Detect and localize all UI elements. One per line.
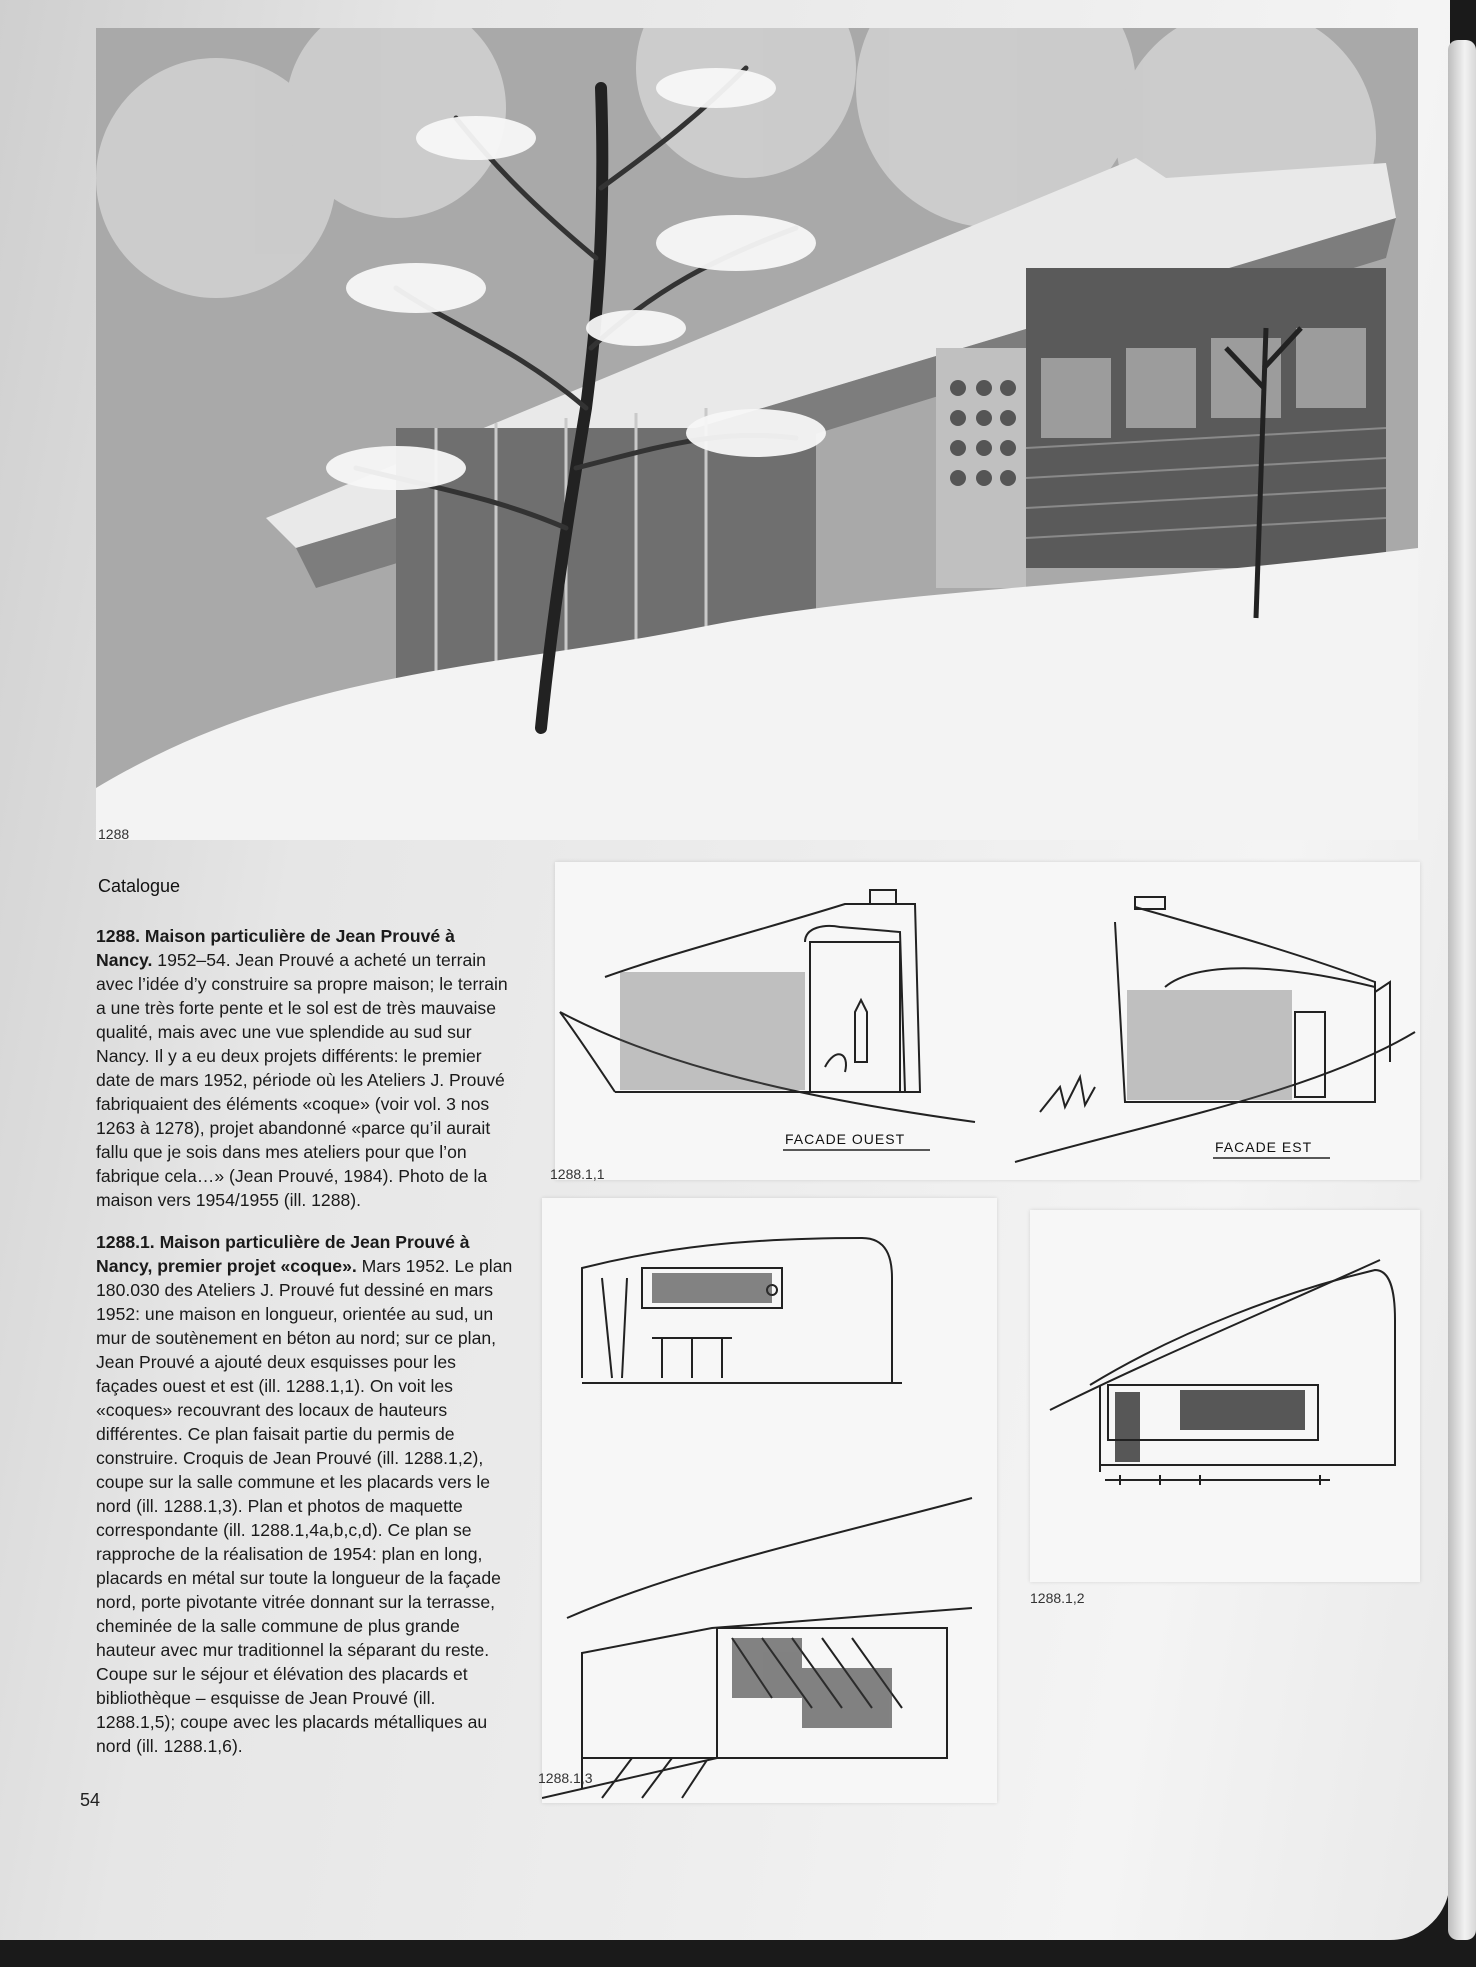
entry-1288-heading: 1288. Maison particulière de Jean Prouvé à Nancy. — [96, 926, 455, 970]
photo-caption: 1288 — [98, 826, 130, 842]
house-snow-illustration — [96, 28, 1418, 840]
facade-west-label: FACADE OUEST — [785, 1131, 906, 1147]
fig-1288-1-2-caption: 1288.1,2 — [1030, 1590, 1085, 1606]
entry-1288 — [96, 924, 516, 1212]
entry-1288-1-body: Mars 1952. Le plan 180.030 des Ateliers J. Prouvé fut dessiné en mars 1952: une maison en longueur, orientée au sud, un mur de soutènement en béton au nord; sur ce plan, Jean Prouvé a ajouté deux esquisses pour les façades ouest et est (ill. 1288.1,1). On voit les «coques» recouvrant des locaux de hauteurs différentes. Ce plan faisait partie du permis de construire. Croquis de Jean Prouvé (ill. 1288.1,2), coupe sur la salle commune et les placards vers le nord (ill. 1288.1,3). Plan et photos de maquette correspondante (ill. 1288.1,4a,b,c,d). Ce plan se rapproche de la réalisation de 1954: plan en long, placards en métal sur toute la longueur de la façade nord, porte pivotante vitrée donnant sur la terrasse, cheminée de la salle commune de plus grande hauteur avec mur traditionnel la séparant du reste. Coupe sur le séjour et élévation des placards et bibliothèque – esquisse de Jean Prouvé (ill. 1288.1,5); coupe avec les placards métalliques au nord (ill. 1288.1,6). — [96, 1256, 513, 1756]
facades-sketch — [555, 862, 1420, 1180]
croquis-sketch — [1030, 1210, 1420, 1582]
facade-east-label: FACADE EST — [1215, 1139, 1313, 1155]
house-snow-photo — [96, 28, 1418, 840]
entry-1288-1-heading: 1288.1. Maison particulière de Jean Prouvé à Nancy, premier projet «coque». — [96, 1232, 470, 1276]
fig-1288-1-1-caption: 1288.1,1 — [550, 1166, 605, 1182]
entry-1288-body: 1952–54. Jean Prouvé a acheté un terrain avec l’idée d’y construire sa propre maison; le terrain a une très forte pente et le sol est de très mauvaise qualité, mais avec une vue splendide au sud sur Nancy. Il y a eu deux projets différents: le premier date de mars 1952, période où les Ateliers J. Prouvé fabriquaient des éléments «coque» (voir vol. 3 nos 1263 à 1278), projet abandonné «parce qu’il aurait fallu que je sois dans mes ateliers pour que l’on fabrique cela…» (Jean Prouvé, 1984). Photo de la maison vers 1954/1955 (ill. 1288). — [96, 950, 508, 1210]
book-edge — [1448, 40, 1476, 1940]
entry-1288-1 — [96, 1230, 516, 1758]
fig-1288-1-3-caption: 1288.1,3 — [538, 1770, 593, 1786]
section-title: Catalogue — [98, 876, 181, 896]
section-drawing — [542, 1198, 997, 1803]
facades-drawing — [555, 862, 1420, 1180]
croquis-drawing — [1030, 1210, 1420, 1582]
page-number: 54 — [80, 1790, 101, 1810]
section-sketch — [542, 1198, 997, 1803]
